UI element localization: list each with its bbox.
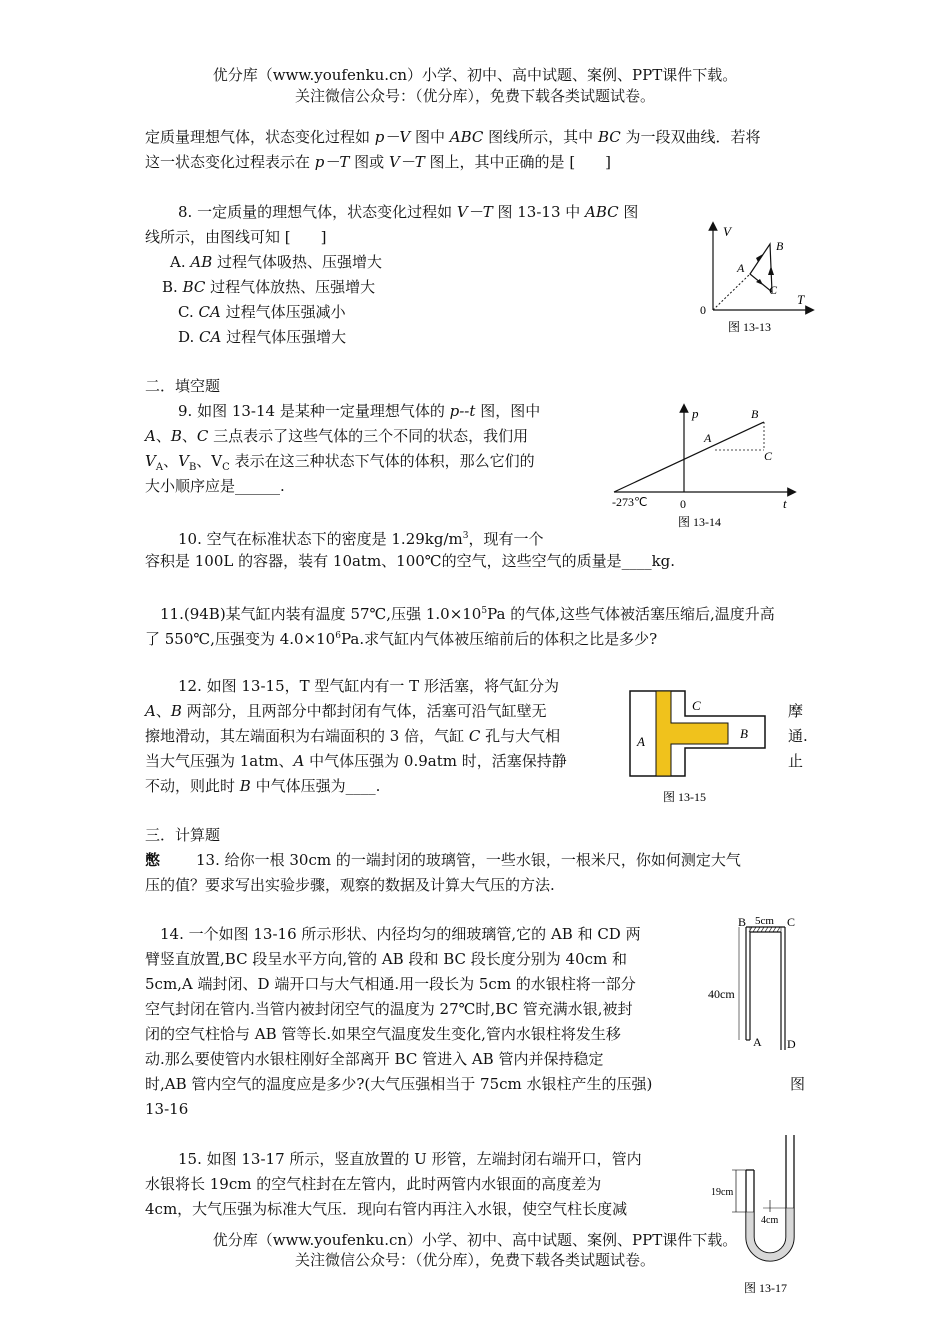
origin-label: 0 (700, 303, 706, 317)
q12-line-1: 12. 如图 13-15，T 型气缸内有一 T 形活塞，将气缸分为 (178, 677, 559, 695)
q13-line-1: 13. 给你一根 30cm 的一端封闭的玻璃管，一些水银，一根米尺，你如何测定大气 (196, 851, 741, 869)
q12-line-4: 当大气压强为 1atm、A 中气体压强为 0.9atm 时，活塞保持静 (145, 752, 567, 770)
q14-line-7: 时,AB 管内空气的温度应是多少?(大气压强相当于 75cm 水银柱产生的压强) (145, 1075, 653, 1093)
q9-line-4: 大小顺序应是______. (145, 477, 285, 495)
q14-line-3: 5cm,A 端封闭、D 端开口与大气相通.用一段长为 5cm 的水银柱将一部分 (145, 975, 636, 993)
figure-13-15-caption: 图 13-15 (663, 790, 706, 804)
q8-option-c: C. CA 过程气体压强减小 (178, 303, 346, 321)
arrow-bc-icon (768, 266, 774, 275)
point-a-label: A (737, 261, 745, 275)
q12-line-3: 擦地滑动，其左端面积为右端面积的 3 倍，气缸 C 孔与大气相 (145, 727, 561, 745)
q13-mark: 憋 (145, 851, 161, 869)
figure-13-13 (690, 218, 820, 343)
header-line-1: 优分库（www.youfenku.cn）小学、初中、高中试题、案例、PPT课件下载。 (212, 66, 738, 84)
q8-option-b: B. BC 过程气体放热、压强增大 (162, 278, 376, 296)
label-b-15: B (740, 726, 748, 741)
q9-line-3: $V_A$、$V_B$、$V_C$ 表示在这三种状态下气体的体积，那么它们的 (145, 452, 535, 473)
figure-13-16 (706, 912, 806, 1052)
v-label: V (723, 224, 731, 239)
figure-13-15 (625, 686, 775, 811)
label-19cm: 19cm (711, 1187, 734, 1198)
q13-line-2: 压的值？要求写出实验步骤，观察的数据及计算大气压的方法. (145, 876, 555, 894)
footer-line-2: 关注微信公众号：（优分库），免费下载各类试题试卷。 (294, 1251, 655, 1269)
q14-line-8: 13-16 (145, 1100, 189, 1118)
section-3-title: 三．计算题 (145, 826, 221, 844)
q8-line-2: 线所示，由图线可知 [ ] (145, 228, 327, 246)
point-b-label: B (776, 239, 784, 253)
q12-side-char-2: 通. (788, 727, 808, 745)
q14-line-6: 动.那么要使管内水银柱刚好全部离开 BC 管进入 AB 管内并保持稳定 (145, 1050, 604, 1068)
q14-line-4: 空气封闭在管内.当管内被封闭空气的温度为 27℃时,BC 管充满水银,被封 (145, 1000, 633, 1018)
label-b-16: B (738, 915, 747, 929)
footer-line-1: 优分库（www.youfenku.cn）小学、初中、高中试题、案例、PPT课件下载。 (212, 1231, 738, 1249)
dashed-line (713, 274, 750, 310)
point-c-label-14: C (764, 449, 773, 463)
origin-label-14: 0 (680, 497, 686, 511)
point-b-label-14: B (751, 407, 759, 421)
label-a-15: A (637, 734, 645, 749)
q11-line-1: 11.(94B)某气缸内装有温度 57℃,压强 $1.0\times 10^5Pa$ 的气体,这些气体被活塞压缩后,温度升高 (160, 605, 775, 623)
q8-option-a: A. AB 过程气体吸热、压强增大 (170, 253, 383, 271)
label-4cm: 4cm (761, 1215, 779, 1226)
t-label: T (797, 292, 805, 307)
q9-line-2: A、B、C 三点表示了这些气体的三个不同的状态，我们用 (145, 427, 529, 445)
q12-side-char-3: 止 (788, 752, 804, 770)
point-c-label: C (769, 283, 778, 297)
q7-line-2: 这一状态变化过程表示在 p－T 图或 V－T 图上，其中正确的是 [ ] (145, 153, 612, 171)
label-d-16: D (787, 1037, 796, 1051)
header-line-2: 关注微信公众号：（优分库），免费下载各类试题试卷。 (294, 87, 655, 105)
figure-13-14 (608, 400, 798, 532)
t-label-14: t (783, 496, 787, 511)
point-a-label-14: A (704, 431, 712, 445)
q14-fig-label: 图 (790, 1075, 806, 1093)
section-2-title: 二．填空题 (145, 377, 221, 395)
figure-13-17-caption: 图 13-17 (744, 1281, 787, 1295)
q15-line-2: 水银将长 19cm 的空气柱封在左管内，此时两管内水银面的高度差为 (145, 1175, 602, 1193)
label-c-16: C (787, 915, 796, 929)
mercury-hatch (749, 927, 780, 932)
p-label: p (692, 406, 699, 421)
q12-line-5: 不动，则此时 B 中气体压强为____. (145, 777, 381, 795)
q8-line-1: 8. 一定质量的理想气体，状态变化过程如 V－T 图 13-13 中 ABC 图 (178, 203, 639, 221)
q15-line-1: 15. 如图 13-17 所示，竖直放置的 U 形管，左端封闭右端开口，管内 (178, 1150, 642, 1168)
q12-line-2: A、B 两部分，且两部分中都封闭有气体，活塞可沿气缸壁无 (145, 702, 547, 720)
q15-line-3: 4cm，大气压强为标准大气压．现向右管内再注入水银，使空气柱长度减 (145, 1200, 628, 1218)
q7-line-1: 定质量理想气体，状态变化过程如 p－V 图中 ABC 图线所示，其中 BC 为一段双曲线．若将 (145, 128, 761, 146)
label-5cm: 5cm (755, 915, 774, 927)
figure-13-13-caption: 图 13-13 (728, 320, 771, 334)
q14-line-5: 闭的空气柱恰与 AB 管等长.如果空气温度发生变化,管内水银柱将发生移 (145, 1025, 621, 1043)
q11-line-2: 了 550℃,压强变为 $4.0\times 10^6Pa$.求气缸内气体被压缩前后的体积之比是多少? (145, 630, 658, 648)
q10-line-2: 容积是 100L 的容器，装有 10atm、100℃的空气，这些空气的质量是____kg. (145, 552, 676, 570)
figure-13-17 (708, 1130, 808, 1298)
q14-line-1: 14. 一个如图 13-16 所示形状、内径均匀的细玻璃管,它的 AB 和 CD 两 (160, 925, 641, 943)
figure-13-14-caption: 图 13-14 (678, 515, 721, 529)
q9-line-1: 9. 如图 13-14 是某种一定量理想气体的 p--t 图，图中 (178, 402, 541, 420)
q8-option-d: D. CA 过程气体压强增大 (178, 328, 347, 346)
pt-line (614, 422, 764, 492)
q14-line-2: 臂竖直放置,BC 段呈水平方向,管的 AB 段和 BC 段长度分别为 40cm 和 (145, 950, 628, 968)
q12-side-char-1: 摩 (788, 702, 804, 720)
label-c-15: C (692, 698, 701, 713)
q10-line-1: 10. 空气在标准状态下的密度是 $1.29kg/m^3$，现有一个 (178, 530, 544, 548)
label-40cm: 40cm (708, 987, 735, 1001)
label-a-16: A (753, 1035, 762, 1049)
neg-273-label: -273℃ (612, 495, 648, 509)
